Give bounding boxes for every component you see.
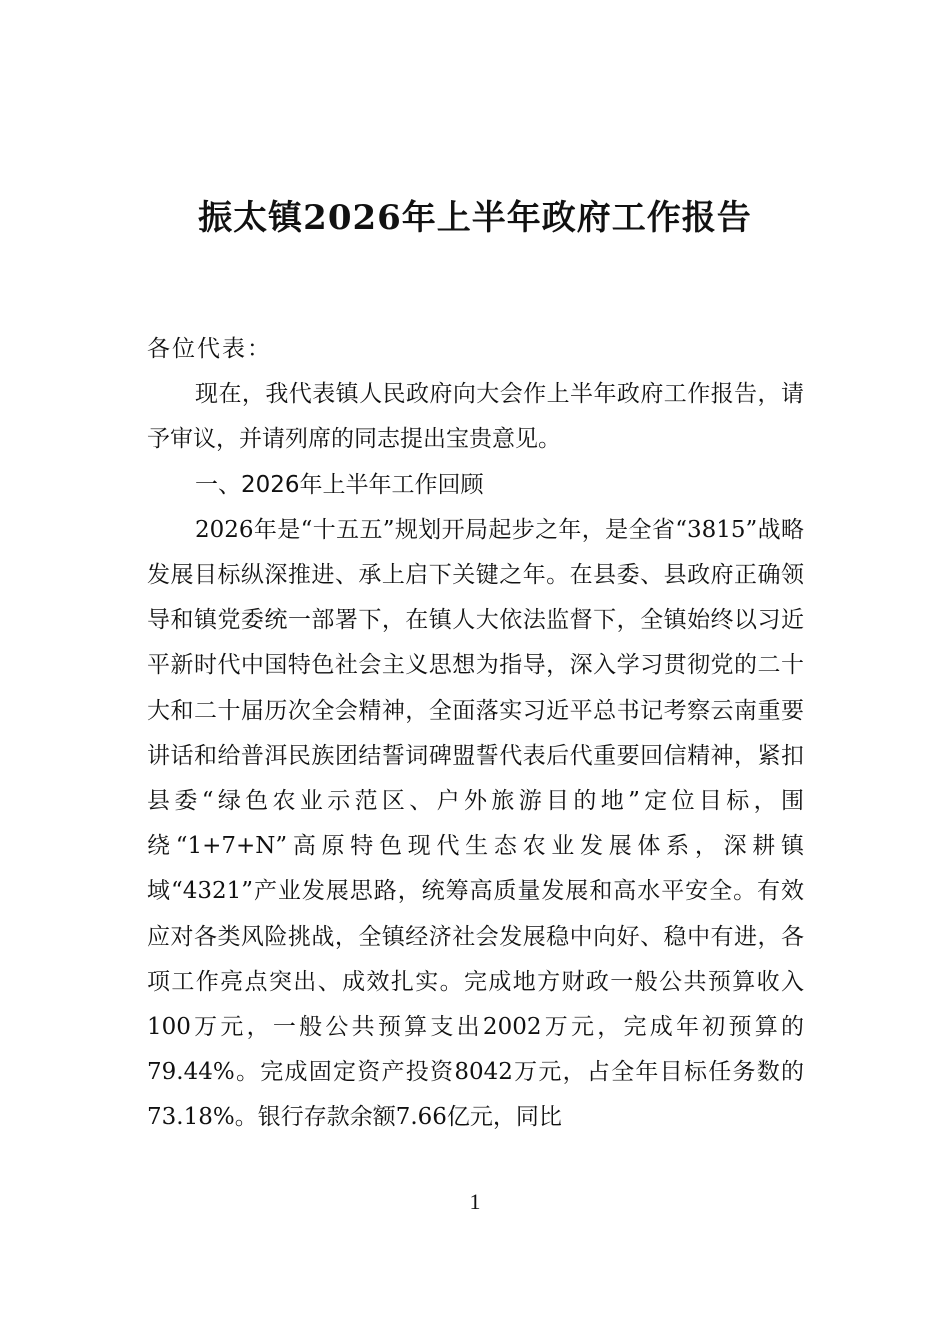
page-number: 1 [469, 1189, 481, 1214]
document-body [147, 327, 804, 1141]
salutation: 各位代表： [147, 336, 272, 362]
section-paragraph: 2026年是“十五五”规划开局起步之年，是全省“3815”战略发展目标纵深推进、承上启下关键之年。在县委、县政府正确领导和镇党委统一部署下，在镇人大依法监督下，全镇始终以习近平新时代中国特色社会主义思想为指导，深入学习贯彻党的二十大和二十届历次全会精神，全面落实习近平总书记考察云南重要讲话和给普洱民族团结誓词碑盟誓代表后代重要回信精神，紧扣县委“绿色农业示范区、户外旅游目的地”定位目标，围绕“1+7+N”高原特色现代生态农业发展体系，深耕镇域“4321”产业发展思路，统筹高质量发展和高水平安全。有效应对各类风险挑战，全镇经济社会发展稳中向好、稳中有进，各项工作亮点突出、成效扎实。完成地方财政一般公共预算收入100万元，一般公共预算支出2002万元，完成年初预算的79.44%。完成固定资产投资8042万元，占全年目标任务数的73.18%。银行存款余额7.66亿元，同比 [147, 516, 804, 1131]
section-heading: 一、2026年上半年工作回顾 [195, 471, 484, 498]
opening-paragraph: 现在，我代表镇人民政府向大会作上半年政府工作报告，请予审议，并请列席的同志提出宝贵意见。 [147, 381, 804, 453]
page-title: 振太镇2026年上半年政府工作报告 [198, 198, 752, 238]
